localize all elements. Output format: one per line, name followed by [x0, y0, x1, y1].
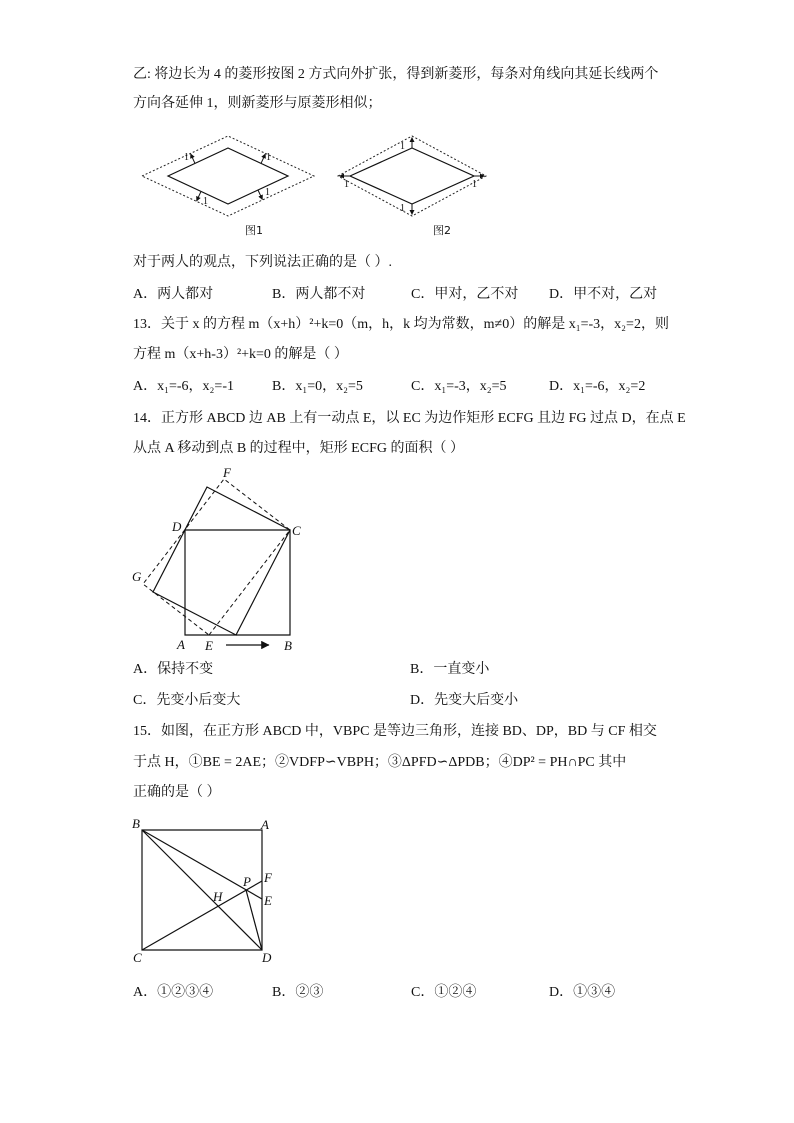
- figure-1-label-one: 1: [203, 196, 208, 207]
- point-label-a: A: [177, 637, 185, 652]
- point-label-b: B: [132, 816, 140, 831]
- figure-1-offset-arrow: [197, 191, 201, 201]
- rectangle-ecfg-solid: [153, 487, 290, 635]
- q13-line-2: 方程 m（x+h-3）²+k=0 的解是（ ）: [133, 347, 348, 362]
- q12-option-b: B．两人都不对: [272, 287, 366, 302]
- q13-option-b: B．x₁=0，x₂=5: [272, 379, 363, 394]
- segment-cf: [142, 881, 262, 950]
- q15-option-a: A．①②③④: [133, 985, 214, 1000]
- rectangle-ecfg-dashed: [143, 479, 290, 635]
- figure-1-label-one: 1: [265, 187, 270, 198]
- q15-option-c: C．①②④: [411, 985, 477, 1000]
- q12-intro-line-1: 乙: 将边长为 4 的菱形按图 2 方式向外扩张，得到新菱形，每条对角线向其延长线两个: [133, 67, 659, 82]
- point-label-f: F: [264, 870, 272, 885]
- figure-2-caption: 图2: [433, 224, 451, 237]
- figure-1-offset-arrow: [191, 154, 195, 164]
- square-abcd: [185, 530, 290, 635]
- q12-option-c: C．甲对，乙不对: [411, 287, 519, 302]
- point-label-g: G: [132, 569, 142, 584]
- point-label-d: D: [172, 519, 182, 534]
- q14-line-2: 从点 A 移动到点 B 的过程中，矩形 ECFG 的面积（ ）: [133, 441, 464, 456]
- q12-intro-line-2: 方向各延伸 1，则新菱形与原菱形相似；: [133, 96, 382, 111]
- figure-1-label-one: 1: [184, 152, 189, 163]
- point-label-f: F: [223, 465, 231, 480]
- q12-option-d: D．甲不对，乙对: [549, 287, 658, 302]
- q14-figure: [130, 460, 310, 660]
- figure-1-offset-arrow: [261, 154, 265, 164]
- point-label-c: C: [133, 950, 142, 965]
- q12-stem: 对于两人的观点，下列说法正确的是（ ）.: [133, 255, 392, 270]
- point-label-p: P: [243, 874, 251, 889]
- q14-option-c: C．先变小后变大: [133, 693, 241, 708]
- figure-2: [338, 136, 486, 237]
- q12-option-a: A．两人都对: [133, 287, 214, 302]
- figure-2-label-one: 1: [400, 141, 405, 152]
- figure-1-offset-arrow: [258, 190, 262, 200]
- point-label-h: H: [213, 889, 223, 904]
- q14-option-a: A．保持不变: [133, 662, 214, 677]
- q13-option-c: C．x₁=-3，x₂=5: [411, 379, 507, 394]
- q15-line-3: 正确的是（ ）: [133, 785, 221, 800]
- q13-line-1: 13．关于 x 的方程 m（x+h）²+k=0（m，h，k 均为常数，m≠0）的解是 x₁=-3，x₂=2，则: [133, 317, 669, 332]
- q15-figure: [128, 812, 283, 972]
- figure-2-label-one: 1: [344, 179, 349, 190]
- q15-option-d: D．①③④: [549, 985, 616, 1000]
- figure-2-label-one: 1: [400, 203, 405, 214]
- q14-line-1: 14．正方形 ABCD 边 AB 上有一动点 E，以 EC 为边作矩形 ECFG 且边 FG 过点 D，在点 E: [133, 411, 686, 426]
- point-label-d: D: [262, 950, 272, 965]
- point-label-a: A: [261, 817, 269, 832]
- q12-figures: [130, 125, 500, 245]
- figure-2-label-one: 1: [472, 179, 477, 190]
- q15-line-2: 于点 H，①BE = 2AE；②VDFP∽VBPH；③ΔPFD∽ΔPDB；④DP² = PH∩PC 其中: [133, 755, 627, 770]
- segment-dp: [246, 890, 262, 950]
- figure-2-inner-rhombus: [350, 148, 474, 204]
- point-label-e: E: [205, 638, 213, 653]
- point-label-c: C: [292, 523, 301, 538]
- segment-bd: [142, 830, 262, 950]
- q14-option-d: D．先变大后变小: [410, 693, 519, 708]
- figure-1-caption: 图1: [245, 224, 263, 237]
- q13-option-a: A．x₁=-6，x₂=-1: [133, 379, 234, 394]
- q15-line-1: 15．如图，在正方形 ABCD 中，VBPC 是等边三角形，连接 BD、DP，BD 与 CF 相交: [133, 724, 657, 739]
- q14-option-b: B．一直变小: [410, 662, 490, 677]
- q13-option-d: D．x₁=-6，x₂=2: [549, 379, 646, 394]
- figure-1: [142, 136, 314, 237]
- point-label-b: B: [284, 638, 292, 653]
- figure-1-label-one: 1: [266, 152, 271, 163]
- point-label-e: E: [264, 893, 272, 908]
- q15-option-b: B．②③: [272, 985, 324, 1000]
